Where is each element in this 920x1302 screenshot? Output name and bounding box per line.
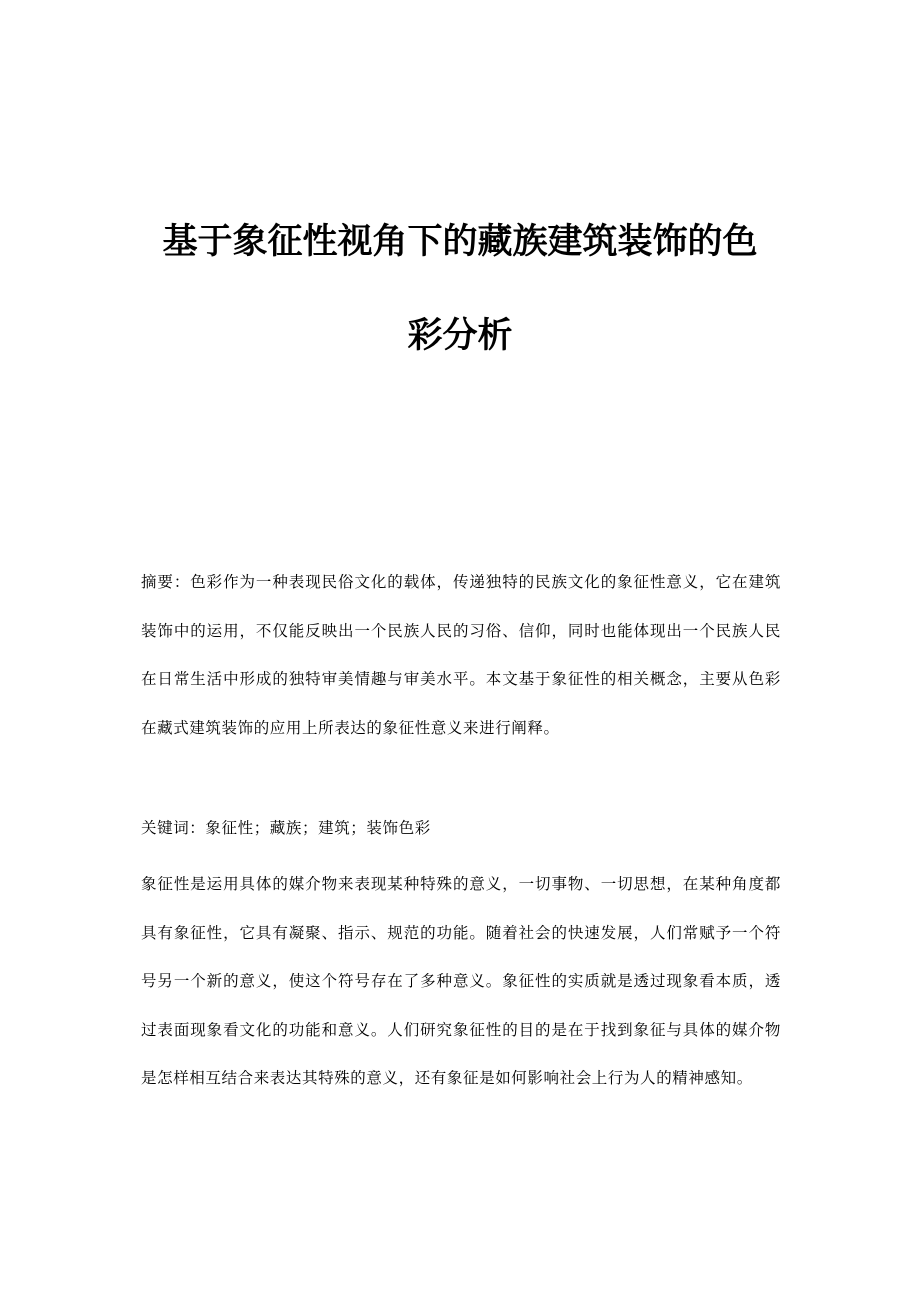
keywords-line	[141, 804, 781, 853]
document-title-line-2: 彩分析	[407, 316, 513, 356]
keywords-label: 关键词：	[141, 819, 206, 837]
body-paragraph-1: 象征性是运用具体的媒介物来表现某种特殊的意义，一切事物、一切思想，在某种角度都具有象征性，它具有凝聚、指示、规范的功能。随着社会的快速发展，人们常赋予一个符号另一个新的意义，使这个符号存在了多种意义。象征性的实质就是透过现象看本质，透过表面现象看文化的功能和意义。人们研究象征性的目的是在于找到象征与具体的媒介物是怎样相互结合来表达其特殊的意义，还有象征是如何影响社会上行为人的精神感知。	[141, 875, 781, 1087]
abstract-paragraph	[141, 558, 781, 752]
abstract-label: 摘要：	[141, 573, 191, 591]
document-title-line-1: 基于象征性视角下的藏族建筑装饰的色	[162, 222, 758, 262]
abstract-text: 色彩作为一种表现民俗文化的载体，传递独特的民族文化的象征性意义，它在建筑装饰中的运用，不仅能反映出一个民族人民的习俗、信仰，同时也能体现出一个民族人民在日常生活中形成的独特审美情趣与审美水平。本文基于象征性的相关概念，主要从色彩在藏式建筑装饰的应用上所表达的象征性意义来进行阐释。	[141, 573, 781, 737]
keywords-text: 象征性；藏族；建筑；装饰色彩	[205, 819, 431, 837]
